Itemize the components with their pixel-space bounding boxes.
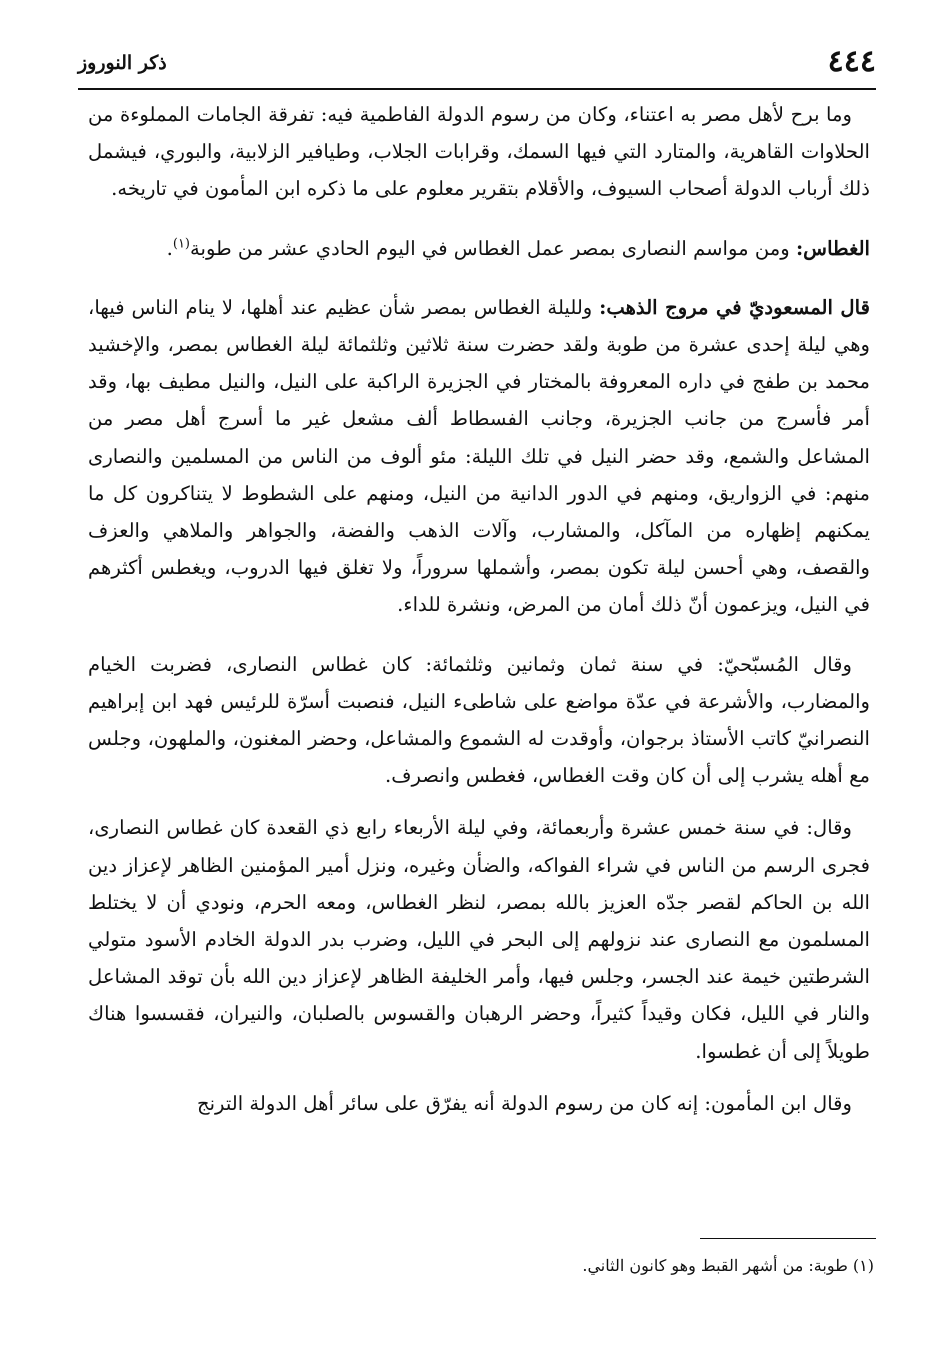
paragraph-text: ولليلة الغطاس بمصر شأن عظيم عند أهلها، لا ينام الناس فيها، وهي ليلة إحدى عشرة من طوبة ولقد حضرت سنة ثلاثين وثلثمائة ليلة الغطاس بمصر، والإخشيد محمد بن طفج في داره المعروفة بالمختار في الجزيرة الراكبة على النيل، والنيل مطيف بها، وقد أمر فأسرج من جانب الجزيرة، وجانب الفسطاط ألف مشعل غير ما أسرج أهل مصر من المشاعل والشمع، وقد حضر النيل في تلك الليلة: مئو ألوف من الناس من المسلمين والنصارى منهم: في الزواريق، ومنهم في الدور الدانية من النيل، ومنهم على الشطوط لا يتناكرون كل ما يمكنهم إظهاره من المآكل، والمشارب، وآلات الذهب والفضة، والجواهر والملاهي والعزف والقصف، وهي أحسن ليلة تكون بمصر، وأشملها سروراً، ولا تغلق فيها الدروب، ويغطس أكثرهم في النيل، ويزعمون أنّ ذلك أمان من المرض، ونشرة للداء. — [88, 295, 870, 617]
paragraph-text: ومن مواسم النصارى بمصر عمل الغطاس في اليوم الحادي عشر من طوبة — [190, 236, 796, 260]
paragraph-masudi-quote — [88, 289, 870, 624]
paragraph-musabbihi-quote — [88, 646, 870, 795]
header-rule — [78, 88, 876, 90]
paragraph-text: وما برح لأهل مصر به اعتناء، وكان من رسوم الدولة الفاطمية فيه: تفرقة الجامات المملوءة من الحلاوات القاهرية، والمتارد التي فيها السمك، وقرابات الجلاب، وطيافير الزلابية، والبوري، فيشمل ذلك أرباب الدولة أصحاب السيوف، والأقلام بتقرير معلوم على ما ذكره ابن المأمون في تاريخه. — [88, 103, 870, 201]
body-text — [88, 96, 870, 1137]
footnote-rule — [700, 1238, 876, 1239]
footnote-reference: (١) — [172, 236, 190, 252]
paragraph-ibn-mamun-quote — [88, 1085, 870, 1122]
footnote-text: طوبة: من أشهر القبط وهو كانون الثاني. — [582, 1256, 853, 1275]
section-heading-ghitas: الغطاس: — [795, 236, 870, 260]
paragraph-year-415 — [88, 809, 870, 1069]
footnote — [274, 1252, 874, 1280]
paragraph-festival-customs — [88, 96, 870, 208]
paragraph-text: وقال: في سنة خمس عشرة وأربعمائة، وفي ليلة الأربعاء رابع ذي القعدة كان غطاس النصارى، فجرى الرسم من الناس في شراء الفواكه، والضأن وغيره، ونزل أمير المؤمنين الظاهر لإعزاز دين الله بن الحاكم لقصر جدّه العزيز بالله بمصر، لنظر الغطاس، ومعه الحرم، ونودي أن لا يختلط المسلمون مع النصارى عند نزولهم إلى البحر في الليل، وضرب بدر الدولة الخادم الأسود متولي الشرطتين خيمة عند الجسر، وجلس فيها، وأمر الخليفة الظاهر لإعزاز دين الله بأن توقد المشاعل والنار في الليل، فكان وقيداً كثيراً، وحضر الرهبان والقسوس بالصلبان، والنيران، فقسسوا هناك طويلاً إلى أن غطسوا. — [88, 816, 870, 1063]
footnote-marker: (١) — [852, 1256, 874, 1275]
page-number: ٤٤٤ — [827, 44, 876, 79]
paragraph-tail: . — [166, 236, 173, 260]
paragraph-text: وقال المُسبّحيّ: في سنة ثمان وثمانين وثلثمائة: كان غطاس النصارى، فضربت الخيام والمضارب، والأشرعة في عدّة مواضع على شاطىء النيل، فنصبت أسرّة للرئيس فهد ابن إبراهيم النصرانيّ كاتب الأستاذ برجوان، وأوقدت له الشموع والمشاعل، وحضر المغنون، والملهون، وجلس مع أهله يشرب إلى أن كان وقت الغطاس، فغطس وانصرف. — [88, 652, 870, 788]
paragraph-lead: قال المسعوديّ في مروج الذهب: — [599, 295, 870, 319]
paragraph-text: وقال ابن المأمون: إنه كان من رسوم الدولة أنه يفرّق على سائر أهل الدولة الترنج — [196, 1091, 852, 1115]
paragraph-ghitas-definition — [88, 230, 870, 267]
running-title: ذكر النوروز — [78, 52, 167, 74]
page-header — [78, 42, 876, 90]
